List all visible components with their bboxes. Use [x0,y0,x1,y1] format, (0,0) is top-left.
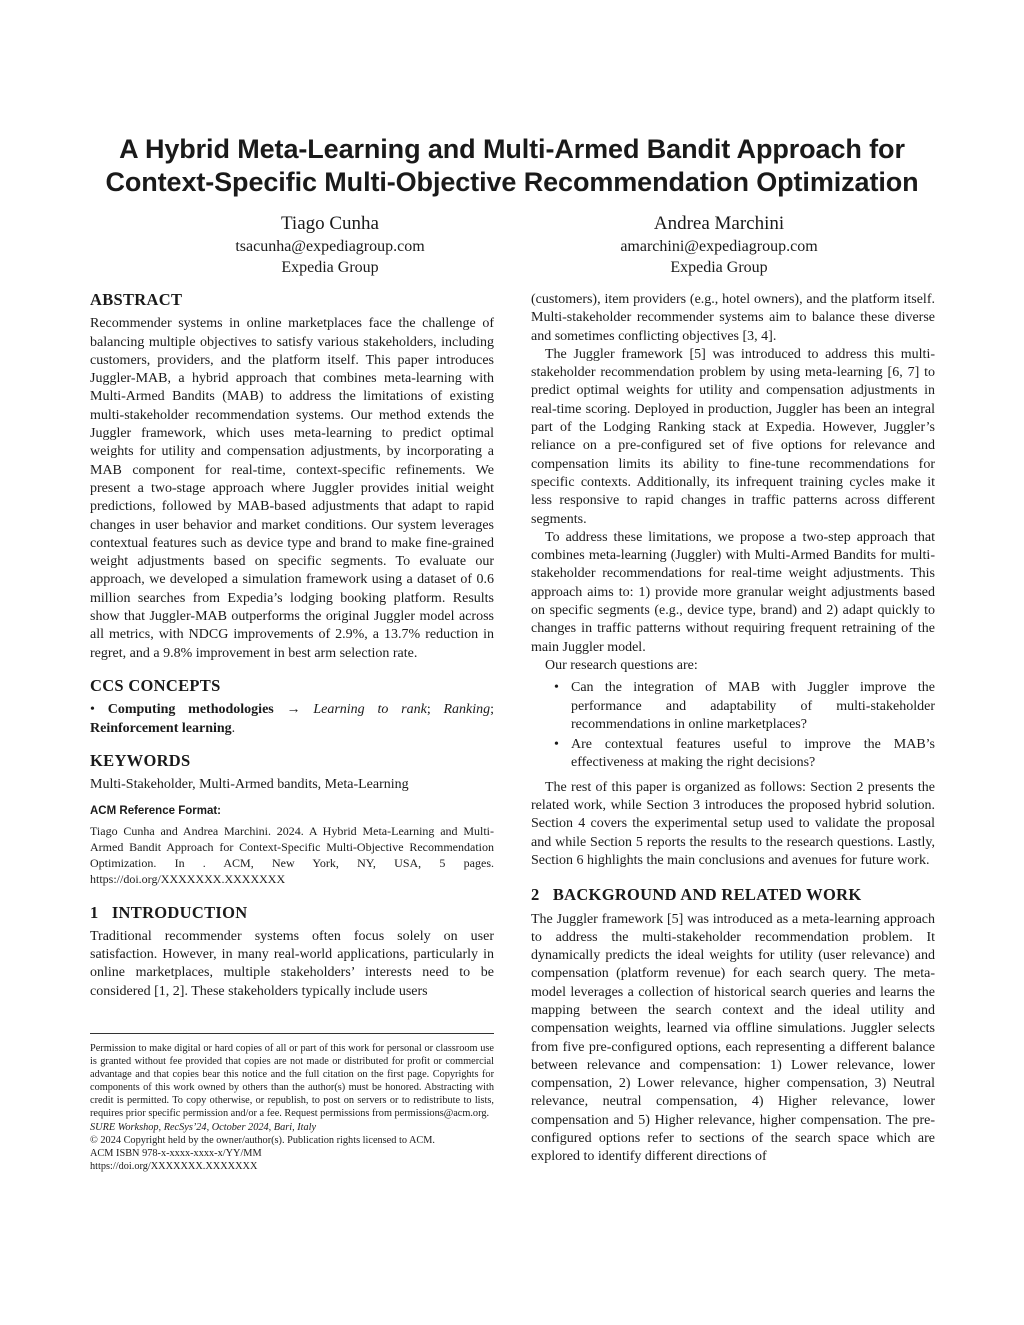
bullet-icon: • [554,680,559,696]
introduction-paragraph-1-continued: (customers), item providers (e.g., hotel owners), and the platform itself. Multi-stakeholder recommender systems aim to balance these diverse and sometimes conflicting objectives [3, 4]. [531,292,935,344]
research-question-1: Can the integration of MAB with Juggler improve the performance and adaptability of multi-stakeholder recommendations in online marketplaces? [571,680,935,732]
introduction-paragraph-2: The Juggler framework [5] was introduced to address this multi-stakeholder recommendation problem by using meta-learning [6, 7] to predict optimal weights for utility and compensation adjustments in real-time scoring. Deployed in production, Juggler has been an integral part of the Lodging Ranking stack at Expedia. However, Juggler’s reliance on a pre-configured set of five options for relevance and compensation limits its ability to fine-tune recommendations for specific contexts. Additionally, its infrequent training cycles make it less responsive to rapid changes in traffic patterns across different segments. [531,346,935,527]
venue-line: SURE Workshop, RecSys’24, October 2024, Bari, Italy [90,1121,317,1133]
acm-reference-section [90,802,494,887]
isbn-line: ACM ISBN 978-x-xxxx-xxxx-x/YY/MM [90,1147,262,1159]
ccs-item-ranking: Ranking [443,702,491,718]
introduction-heading: 1 INTRODUCTION [90,902,248,922]
acm-reference-text: Tiago Cunha and Andrea Marchini. 2024. A Hybrid Meta-Learning and Multi-Armed Bandit Approach for Context-Specific Multi-Objective Recommendation Optimization. In . ACM, New York, NY, USA, 5 pages. https://doi.org/XXXXXXX.XXXXXXX [90,823,494,887]
ccs-item-reinforcement-learning: Reinforcement learning [90,720,232,736]
copyright-line: © 2024 Copyright held by the owner/author(s). Publication rights licensed to ACM. [90,1134,436,1146]
list-item [554,736,935,773]
doi-link[interactable]: https://doi.org/XXXXXXX.XXXXXXX [90,1160,258,1172]
abstract-section [90,291,494,663]
permission-notice: Permission to make digital or hard copies of all or part of this work for personal or classroom use is granted without fee provided that copies are not made or distributed for profit or commercial advantage and that copies bear this notice and the full citation on the first page. Copyrights for components of this work owned by others than the author(s) must be honored. Abstracting with credit is permitted. To copy otherwise, or republish, to post on servers or to redistribute to lists, requires prior specific permission and/or a fee. Request permissions from permissions@acm.org. [90,1043,494,1120]
abstract-heading: ABSTRACT [90,290,183,309]
author-affiliation: Expedia Group [670,259,768,276]
keywords-heading: KEYWORDS [90,750,191,770]
author-email[interactable]: amarchini@expediagroup.com [620,238,818,255]
paper-title [60,133,964,199]
research-questions-list [531,679,935,772]
introduction-paragraph-3: To address these limitations, we propose a two-step approach that combines meta-learning (Juggler) with Multi-Armed Bandits for multi-stakeholder recommendations for real-time weight adjustments. This approach aims to: 1) provide more granular weight adjustments based on specific segments (e.g., device type, brand) and 2) adapt quickly to changes in traffic patterns without requiring frequent retraining of the main Juggler model. [531,529,935,655]
ccs-concepts [90,701,494,738]
author-email[interactable]: tsacunha@expediagroup.com [235,238,425,255]
ccs-end: . [231,720,236,736]
keywords-text: Multi-Stakeholder, Multi-Armed bandits, Meta-Learning [90,777,409,793]
list-item [554,679,935,734]
bullet-icon: • [554,737,559,753]
ccs-item-learning-to-rank: Learning to rank [313,702,427,718]
abstract-text: Recommender systems in online marketplaces face the challenge of balancing multiple objectives to satisfy various stakeholders, including customers, providers, and the platform itself. This paper introduces Juggler-MAB, a hybrid approach that combines meta-learning with Multi-Armed Bandits (MAB) to address the limitations of existing multi-stakeholder recommendation systems. Our method extends the Juggler framework, which uses meta-learning to predict optimal weights for utility and compensation adjustments, by incorporating a MAB component for real-time, context-specific refinements. We present a two-stage approach where Juggler provides initial weight predictions, followed by MAB-based adjustments that adapt to rapid changes in user behavior and market conditions. Our system leverages contextual features such as device type and brand to make fine-grained weight adjustments based on specific segments. To evaluate our approach, we developed a simulation framework using a dataset of 0.6 million searches from Expedia’s lodging booking platform. Results show that Juggler-MAB outperforms the original Juggler model across all metrics, with NDCG improvements of 2.9%, a 13.7% reduction in regret, and a 9.8% improvement in best arm selection rate. [90,316,494,661]
background-heading: 2 BACKGROUND AND RELATED WORK [531,885,862,905]
title-line-1: A Hybrid Meta-Learning and Multi-Armed Bandit Approach for [119,134,905,164]
author-block-2 [549,212,889,278]
introduction-paragraph-5: The rest of this paper is organized as follows: Section 2 presents the related work, while Section 3 introduces the proposed hybrid solution. Section 4 covers the experimental setup used to validate the proposal and while Section 5 reports the results to the research questions. Lastly, Section 6 highlights the main conclusions and avenues for future work. [531,779,935,868]
ccs-separator: ; [426,702,431,718]
background-section [531,886,935,1166]
keywords-section [90,752,494,795]
left-column [90,291,494,1001]
right-column [531,291,935,1167]
author-affiliation: Expedia Group [281,259,379,276]
introduction-section [90,904,494,1001]
ccs-lead: Computing methodologies [107,702,274,718]
ccs-arrow: → [286,702,301,718]
author-block-1 [160,212,500,278]
research-questions-intro: Our research questions are: [545,657,698,673]
ccs-separator: ; [490,702,495,718]
author-name: Andrea Marchini [653,213,785,234]
ccs-bullet: • [90,702,95,718]
introduction-paragraph-1: Traditional recommender systems often focus solely on user satisfaction. However, in many real-world applications, particularly in online marketplaces, multiple stakeholders’ interests need to be considered [1, 2]. These stakeholders typically include users [90,928,494,999]
copyright-footnote [90,1033,494,1173]
author-name: Tiago Cunha [280,213,379,234]
background-paragraph-1: The Juggler framework [5] was introduced as a meta-learning approach to address the multi-stakeholder recommendation problem. It dynamically predicts the ideal weights for utility (user relevance) and compensation (platform revenue) for each search query. The meta-model leverages a collection of historical search queries and learns the mapping between the search context and the ideal utility and compensation weights, learned via offline simulations. Juggler selects from five pre-configured options, each representing a different balance between relevance and compensation: 1) Lower relevance, lower compensation, 2) Lower relevance, higher compensation, 3) Neutral relevance, neutral compensation, 4) Higher relevance, lower compensation and 5) Higher relevance, higher compensation. The pre-configured options refer to sections of the search space which are explored to identify different directions of [531,911,935,1165]
ccs-heading: CCS CONCEPTS [90,675,221,695]
acm-reference-heading: ACM Reference Format: [90,805,221,818]
research-question-2: Are contextual features useful to improve the MAB’s effectiveness at making the right decisions? [571,737,935,771]
ccs-section [90,677,494,738]
title-line-2: Context-Specific Multi-Objective Recommendation Optimization [105,167,919,197]
